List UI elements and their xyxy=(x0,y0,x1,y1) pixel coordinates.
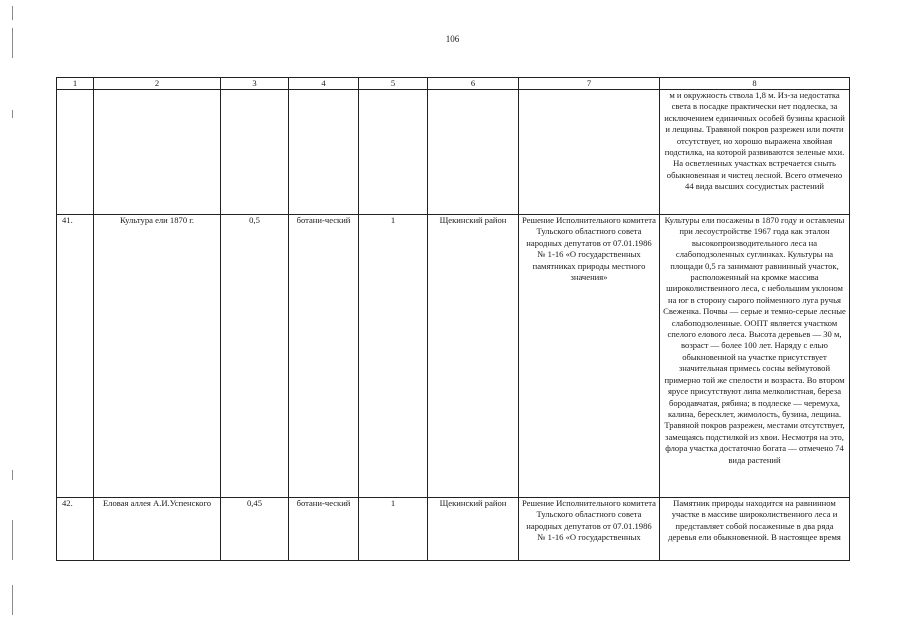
column-header: 5 xyxy=(359,78,428,90)
protected-areas-table xyxy=(56,77,850,561)
category-cell xyxy=(359,90,428,215)
document-cell: Решение Исполнительного комитета Тульского областного совета народных депутатов от 07.01.1986 № 1-16 «О государственных xyxy=(519,498,660,561)
category-cell: 1 xyxy=(359,498,428,561)
description-cell: Памятник природы находится на равнинном участке в массиве широколиственного леса и представляет собой посаженные в два ряда деревья ели обыкновенной. В настоящее время xyxy=(660,498,850,561)
area-cell xyxy=(221,90,289,215)
column-header: 2 xyxy=(94,78,221,90)
column-header: 7 xyxy=(519,78,660,90)
area-cell: 0,5 xyxy=(221,215,289,498)
column-number-header xyxy=(57,78,850,90)
district-cell xyxy=(428,90,519,215)
document-cell: Решение Исполнительного комитета Тульского областного совета народных депутатов от 07.01.1986 № 1-16 «О государственных памятниках природы местного значения» xyxy=(519,215,660,498)
column-header: 6 xyxy=(428,78,519,90)
row-number-cell: 41. xyxy=(57,215,94,498)
name-cell: Еловая аллея А.И.Успенского xyxy=(94,498,221,561)
column-header: 1 xyxy=(57,78,94,90)
column-header: 8 xyxy=(660,78,850,90)
description-cell: м и окружность ствола 1,8 м. Из-за недостатка света в посадке практически нет подлеска, за исключением единичных особей бузины красной и лещины. Травяной покров разрежен или почти отсутствует, но хорошо выражена хвойная подстилка, на которой развиваются зеленые мхи. На осветленных участках встречается сныть обыкновенная и чистец лесной. Всего отмечено 44 вида высших сосудистых растений xyxy=(660,90,850,215)
row-number-cell: 42. xyxy=(57,498,94,561)
binding-margin-marks xyxy=(12,0,14,640)
name-cell: Культура ели 1870 г. xyxy=(94,215,221,498)
table-row xyxy=(57,90,850,215)
document-cell xyxy=(519,90,660,215)
page-number: 106 xyxy=(445,34,460,44)
name-cell xyxy=(94,90,221,215)
profile-cell xyxy=(289,90,359,215)
column-header: 4 xyxy=(289,78,359,90)
table-row xyxy=(57,215,850,498)
profile-cell: ботани-ческий xyxy=(289,498,359,561)
profile-cell: ботани-ческий xyxy=(289,215,359,498)
category-cell: 1 xyxy=(359,215,428,498)
district-cell: Щекинский район xyxy=(428,215,519,498)
description-cell: Культуры ели посажены в 1870 году и оставлены при лесоустройстве 1967 года как эталон высокопроизводительного леса на слабоподзоленных суглинках. Культуры на площади 0,5 га занимают равнинный участок, расположенный на кромке массива широколиственного леса, с небольшим уклоном на юг в сторону сырого пойменного луга ручья Свеженка. Почвы — серые и темно-серые лесные слабоподзоленные. ООПТ является участком спелого елового леса. Высота деревьев — 30 м, возраст — более 100 лет. Наряду с елью обыкновенной на участке присутствует значительная примесь сосны веймутовой примерно той же спелости и возраста. Во втором ярусе присутствуют липа мелколистная, береза бородавчатая, рябина; в подлеске — черемуха, калина, бересклет, жимолость, бузина, лещина. Травяной покров разрежен, местами отсутствует, замещаясь подстилкой из хвои. Несмотря на это, флора участка достаточно богата — отмечено 74 вида растений xyxy=(660,215,850,498)
district-cell: Щекинский район xyxy=(428,498,519,561)
column-header: 3 xyxy=(221,78,289,90)
row-number-cell xyxy=(57,90,94,215)
table-row xyxy=(57,498,850,561)
area-cell: 0,45 xyxy=(221,498,289,561)
